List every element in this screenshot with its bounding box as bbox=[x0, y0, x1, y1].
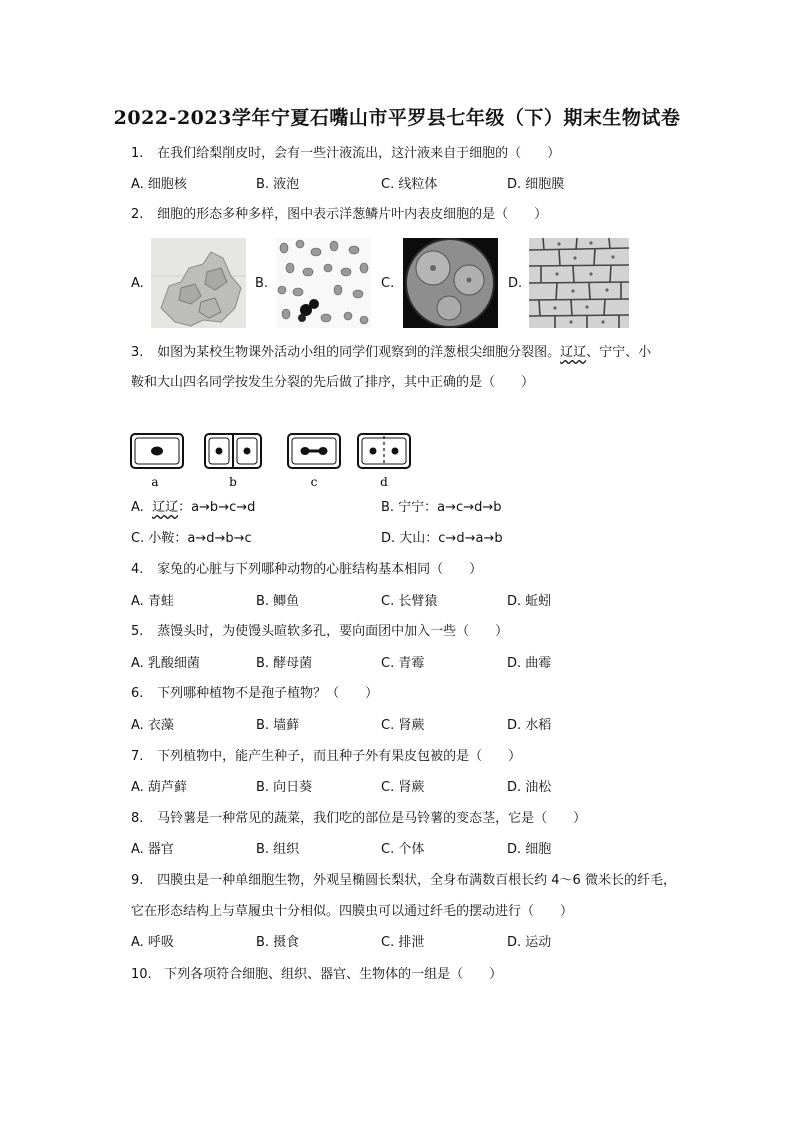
option-a-image[interactable] bbox=[151, 238, 246, 328]
figure-label-a: a bbox=[151, 475, 159, 489]
question-2-image-options bbox=[131, 236, 651, 331]
option-a[interactable]: A. 葫芦藓 bbox=[131, 780, 187, 795]
option-c[interactable]: C. 线粒体 bbox=[381, 177, 438, 192]
question-5 bbox=[131, 624, 508, 640]
question-stem: 家兔的心脏与下列哪种动物的心脏结构基本相同（ ） bbox=[157, 562, 483, 577]
option-b[interactable]: B. 鲫鱼 bbox=[256, 594, 300, 609]
option-a[interactable]: A. 衣藻 bbox=[131, 718, 174, 733]
question-number: 10. bbox=[131, 967, 152, 982]
question-number: 7. bbox=[131, 749, 144, 764]
option-d-letter[interactable]: D. bbox=[508, 276, 523, 291]
cell-division-figure bbox=[128, 428, 418, 492]
question-2 bbox=[131, 207, 547, 223]
question-number: 5. bbox=[131, 624, 144, 639]
option-d[interactable]: D. 油松 bbox=[507, 780, 552, 795]
option-b[interactable]: B. 宁宁：a→c→d→b bbox=[381, 500, 502, 515]
option-d[interactable]: D. 曲霉 bbox=[507, 656, 552, 671]
question-stem-line1: 四膜虫是一种单细胞生物，外观呈椭圆长梨状，全身布满数百根长约 4～6 微米长的纤毛， bbox=[157, 873, 676, 888]
option-sequence: ：a→b→c→d bbox=[178, 500, 256, 515]
question-stem: 下列植物中，能产生种子，而且种子外有果皮包被的是（ ） bbox=[157, 749, 522, 764]
question-stem: 蒸馒头时，为使馒头暄软多孔，要向面团中加入一些（ ） bbox=[157, 624, 509, 639]
figure-label-b: b bbox=[229, 475, 237, 489]
microscope-cells-picture bbox=[403, 238, 498, 328]
option-b-image[interactable] bbox=[276, 238, 371, 328]
option-c-image[interactable] bbox=[403, 238, 498, 328]
option-a[interactable]: A. 器官 bbox=[131, 842, 174, 857]
option-c[interactable]: C. 肾蕨 bbox=[381, 718, 425, 733]
option-b[interactable]: B. 液泡 bbox=[256, 177, 300, 192]
question-number: 6. bbox=[131, 686, 144, 701]
question-number: 8. bbox=[131, 811, 144, 826]
student-name: 辽辽 bbox=[152, 500, 179, 515]
option-b[interactable]: B. 向日葵 bbox=[256, 780, 313, 795]
question-number: 1. bbox=[131, 146, 144, 161]
option-c[interactable]: C. 小鞍：a→d→b→c bbox=[131, 531, 252, 546]
question-number: 3. bbox=[131, 345, 144, 360]
onion-epidermis-picture bbox=[529, 238, 629, 328]
option-b[interactable]: B. 酵母菌 bbox=[256, 656, 313, 671]
question-3 bbox=[131, 345, 651, 361]
option-b-letter[interactable]: B. bbox=[255, 276, 269, 291]
option-c[interactable]: C. 肾蕨 bbox=[381, 780, 425, 795]
question-9-line2: 它在形态结构上与草履虫十分相似。四膜虫可以通过纤毛的摆动进行（ ） bbox=[131, 904, 574, 919]
question-stem-line1-post: 、宁宁、小 bbox=[586, 345, 652, 360]
option-c-letter[interactable]: C. bbox=[381, 276, 395, 291]
question-stem: 细胞的形态多种多样，图中表示洋葱鳞片叶内表皮细胞的是（ ） bbox=[157, 207, 548, 222]
option-a[interactable]: A. 青蛙 bbox=[131, 594, 174, 609]
option-a[interactable]: A. 细胞核 bbox=[131, 177, 187, 192]
question-stem: 马铃薯是一种常见的蔬菜，我们吃的部位是马铃薯的变态茎，它是（ ） bbox=[157, 811, 587, 826]
option-a[interactable]: A. 乳酸细菌 bbox=[131, 656, 200, 671]
option-c[interactable]: C. 长臂猿 bbox=[381, 594, 438, 609]
option-b[interactable]: B. 摄食 bbox=[256, 935, 300, 950]
question-stem: 下列哪种植物不是孢子植物？（ ） bbox=[157, 686, 379, 701]
blood-cells-picture bbox=[276, 238, 371, 328]
figure-label-c: c bbox=[310, 475, 318, 489]
figure-label-d: d bbox=[380, 475, 388, 489]
question-number: 2. bbox=[131, 207, 144, 222]
option-c[interactable]: C. 青霉 bbox=[381, 656, 425, 671]
question-6 bbox=[131, 686, 378, 702]
option-c[interactable]: C. 排泄 bbox=[381, 935, 425, 950]
question-stem: 下列各项符合细胞、组织、器官、生物体的一组是（ ） bbox=[164, 967, 503, 982]
question-number: 9. bbox=[131, 873, 144, 888]
page-title: 2022-2023学年宁夏石嘴山市平罗县七年级（下）期末生物试卷 bbox=[113, 107, 681, 129]
question-3-line2: 鞍和大山四名同学按发生分裂的先后做了排序，其中正确的是（ ） bbox=[131, 375, 535, 390]
option-d[interactable]: D. 大山：c→d→a→b bbox=[381, 531, 503, 546]
option-d-image[interactable] bbox=[529, 238, 629, 328]
question-8 bbox=[131, 811, 586, 827]
question-stem-line1-pre: 如图为某校生物课外活动小组的同学们观察到的洋葱根尖细胞分裂图。 bbox=[157, 345, 561, 360]
option-a-letter[interactable]: A. bbox=[131, 276, 144, 291]
option-b[interactable]: B. 组织 bbox=[256, 842, 300, 857]
question-stem: 在我们给梨削皮时，会有一些汁液流出，这汁液来自于细胞的（ ） bbox=[157, 146, 561, 161]
question-number: 4. bbox=[131, 562, 144, 577]
question-9 bbox=[131, 873, 676, 889]
option-d[interactable]: D. 细胞膜 bbox=[507, 177, 565, 192]
option-a[interactable] bbox=[131, 500, 255, 516]
option-d[interactable]: D. 蚯蚓 bbox=[507, 594, 552, 609]
student-name-liaoliao: 辽辽 bbox=[560, 345, 587, 360]
option-a[interactable]: A. 呼吸 bbox=[131, 935, 174, 950]
epithelial-cells-picture bbox=[151, 238, 246, 328]
question-1 bbox=[131, 146, 560, 162]
option-b[interactable]: B. 墙藓 bbox=[256, 718, 300, 733]
option-letter: A. bbox=[131, 500, 144, 515]
question-4 bbox=[131, 562, 482, 578]
option-d[interactable]: D. 运动 bbox=[507, 935, 552, 950]
question-10 bbox=[131, 967, 502, 983]
option-d[interactable]: D. 细胞 bbox=[507, 842, 552, 857]
option-d[interactable]: D. 水稻 bbox=[507, 718, 552, 733]
question-7 bbox=[131, 749, 521, 765]
option-c[interactable]: C. 个体 bbox=[381, 842, 425, 857]
